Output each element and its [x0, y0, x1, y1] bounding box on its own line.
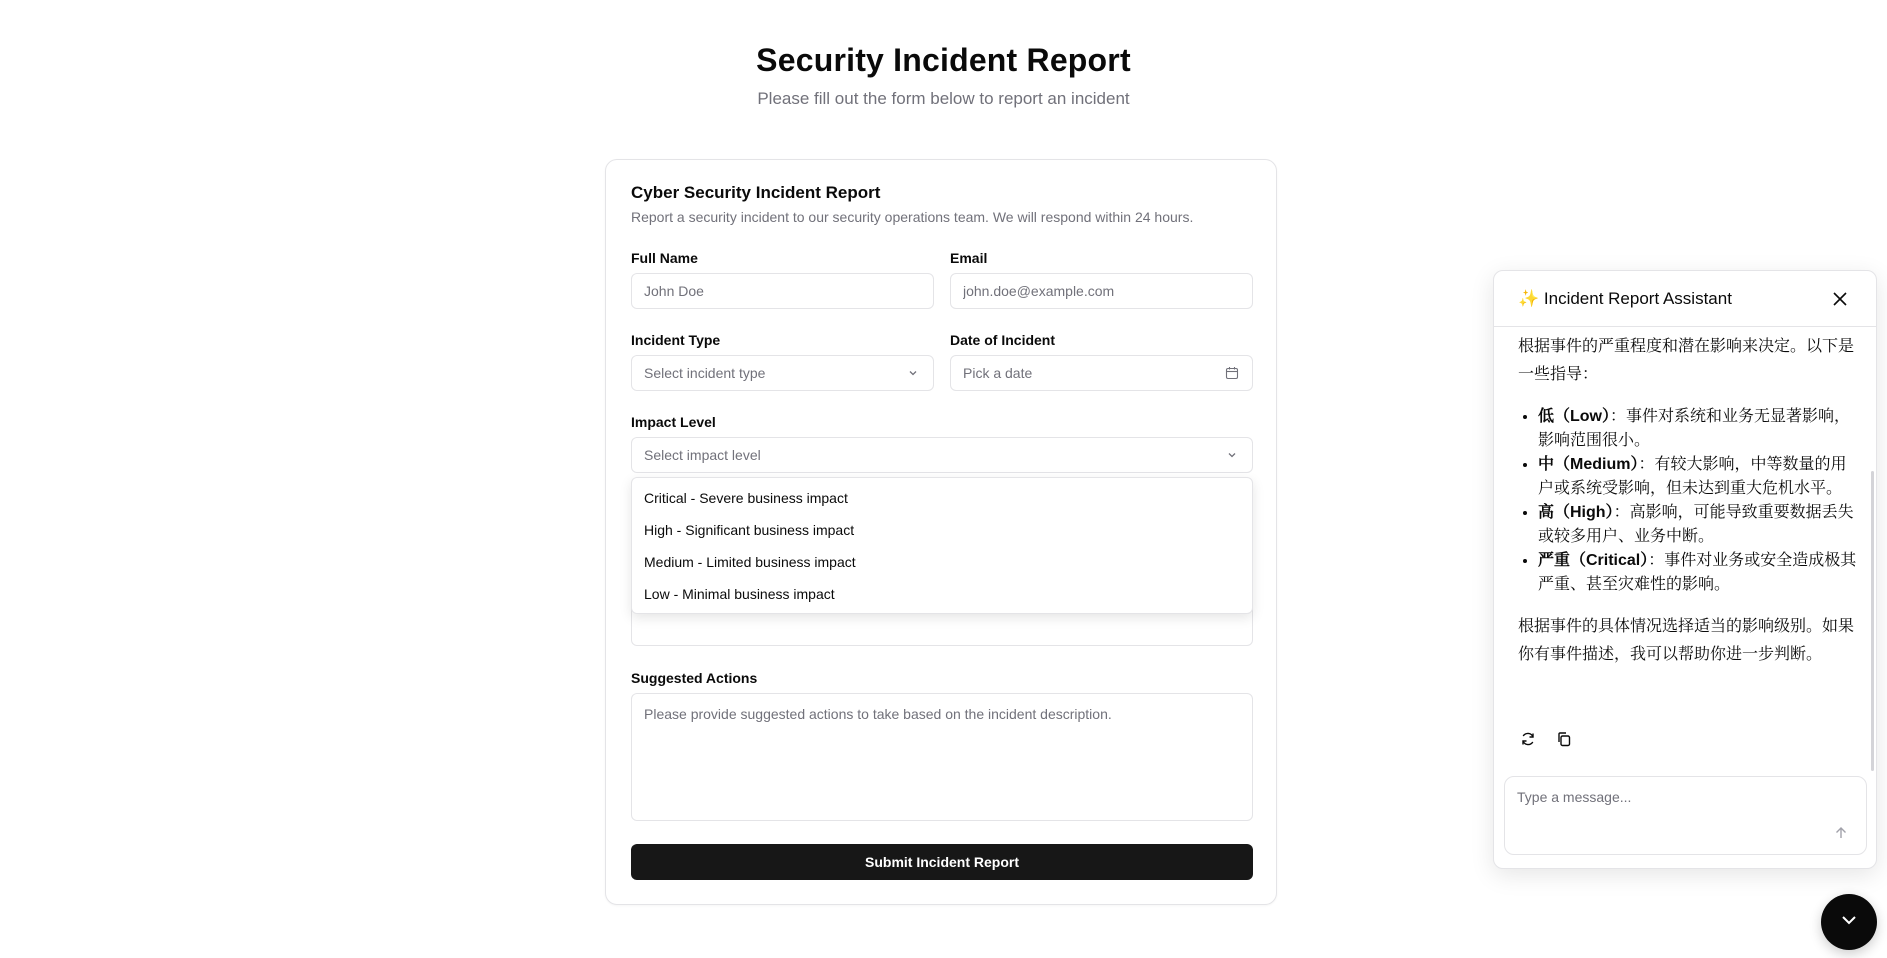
email-label: Email [950, 250, 988, 266]
chevron-down-icon [905, 365, 921, 381]
guide-item-critical [1538, 549, 1858, 597]
page-subtitle: Please fill out the form below to report an incident [757, 89, 1130, 108]
impact-option-low[interactable]: Low - Minimal business impact [644, 586, 835, 602]
assistant-header [1494, 271, 1876, 327]
impact-level-placeholder: Select impact level [644, 447, 761, 463]
calendar-icon [1224, 365, 1240, 381]
guide-level-text: 事件对业务或安全造成极其严重、甚至灾难性的影响。 [1538, 552, 1857, 593]
guide-level-text: 高影响，可能导致重要数据丢失或较多用户、业务中断。 [1538, 504, 1854, 545]
guide-level-name: 中（Medium） [1538, 456, 1639, 473]
impact-level-label: Impact Level [631, 414, 716, 430]
suggested-actions-textarea[interactable] [631, 693, 1253, 821]
suggested-actions-label: Suggested Actions [631, 670, 758, 686]
impact-option-critical[interactable]: Critical - Severe business impact [644, 490, 848, 506]
guide-separator: ： [1610, 408, 1627, 425]
guide-item-low [1538, 405, 1858, 453]
message-actions [1520, 731, 1572, 747]
assistant-scrollbar[interactable] [1871, 471, 1874, 771]
form-title: Cyber Security Incident Report [631, 183, 881, 202]
message-outro: 根据事件的具体情况选择适当的影响级别。如果你有事件描述，我可以帮助你进一步判断。 [1518, 618, 1855, 663]
incident-type-placeholder: Select incident type [644, 365, 766, 381]
message-input[interactable] [1504, 776, 1867, 855]
chevron-down-icon [1224, 447, 1240, 463]
date-picker[interactable] [950, 355, 1253, 391]
guide-separator: ： [1648, 552, 1665, 569]
assistant-message [1518, 333, 1858, 733]
email-input[interactable] [950, 273, 1253, 309]
guide-separator: ： [1638, 456, 1655, 473]
message-input-placeholder: Type a message... [1517, 789, 1632, 805]
arrow-up-icon[interactable] [1832, 824, 1850, 842]
impact-option-medium[interactable]: Medium - Limited business impact [644, 554, 856, 570]
guide-level-name: 高（High） [1538, 504, 1614, 521]
date-placeholder: Pick a date [963, 365, 1033, 381]
guide-item-high [1538, 501, 1858, 549]
impact-level-select[interactable] [631, 437, 1253, 473]
page-header [0, 40, 1887, 110]
form-description: Report a security incident to our security operations team. We will respond within 24 hours. [631, 209, 1194, 225]
incident-type-select[interactable] [631, 355, 934, 391]
guide-level-text: 有较大影响，中等数量的用户或系统受影响，但未达到重大危机水平。 [1538, 456, 1847, 497]
impact-level-dropdown [631, 477, 1253, 614]
assistant-title: ✨ Incident Report Assistant [1518, 288, 1732, 308]
full-name-label: Full Name [631, 250, 698, 266]
message-intro: 根据事件的严重程度和潜在影响来决定。以下是一些指导： [1518, 338, 1855, 383]
guide-level-name: 低（Low） [1538, 408, 1610, 425]
date-label: Date of Incident [950, 332, 1056, 348]
incident-type-label: Incident Type [631, 332, 721, 348]
assistant-toggle-button[interactable] [1821, 894, 1877, 950]
assistant-panel [1493, 270, 1877, 869]
page-title: Security Incident Report [756, 42, 1131, 78]
impact-option-high[interactable]: High - Significant business impact [644, 522, 855, 538]
incident-form-card [605, 159, 1277, 905]
submit-button[interactable]: Submit Incident Report [631, 844, 1253, 880]
chevron-down-icon [1838, 909, 1860, 936]
guide-item-medium [1538, 453, 1858, 501]
refresh-icon[interactable] [1520, 731, 1536, 747]
close-icon[interactable] [1828, 287, 1852, 311]
guide-level-text: 事件对系统和业务无显著影响，影响范围很小。 [1538, 408, 1851, 449]
impact-guide-list [1538, 405, 1858, 597]
guide-level-name: 严重（Critical） [1538, 552, 1649, 569]
full-name-input[interactable] [631, 273, 934, 309]
copy-icon[interactable] [1556, 731, 1572, 747]
guide-separator: ： [1613, 504, 1630, 521]
